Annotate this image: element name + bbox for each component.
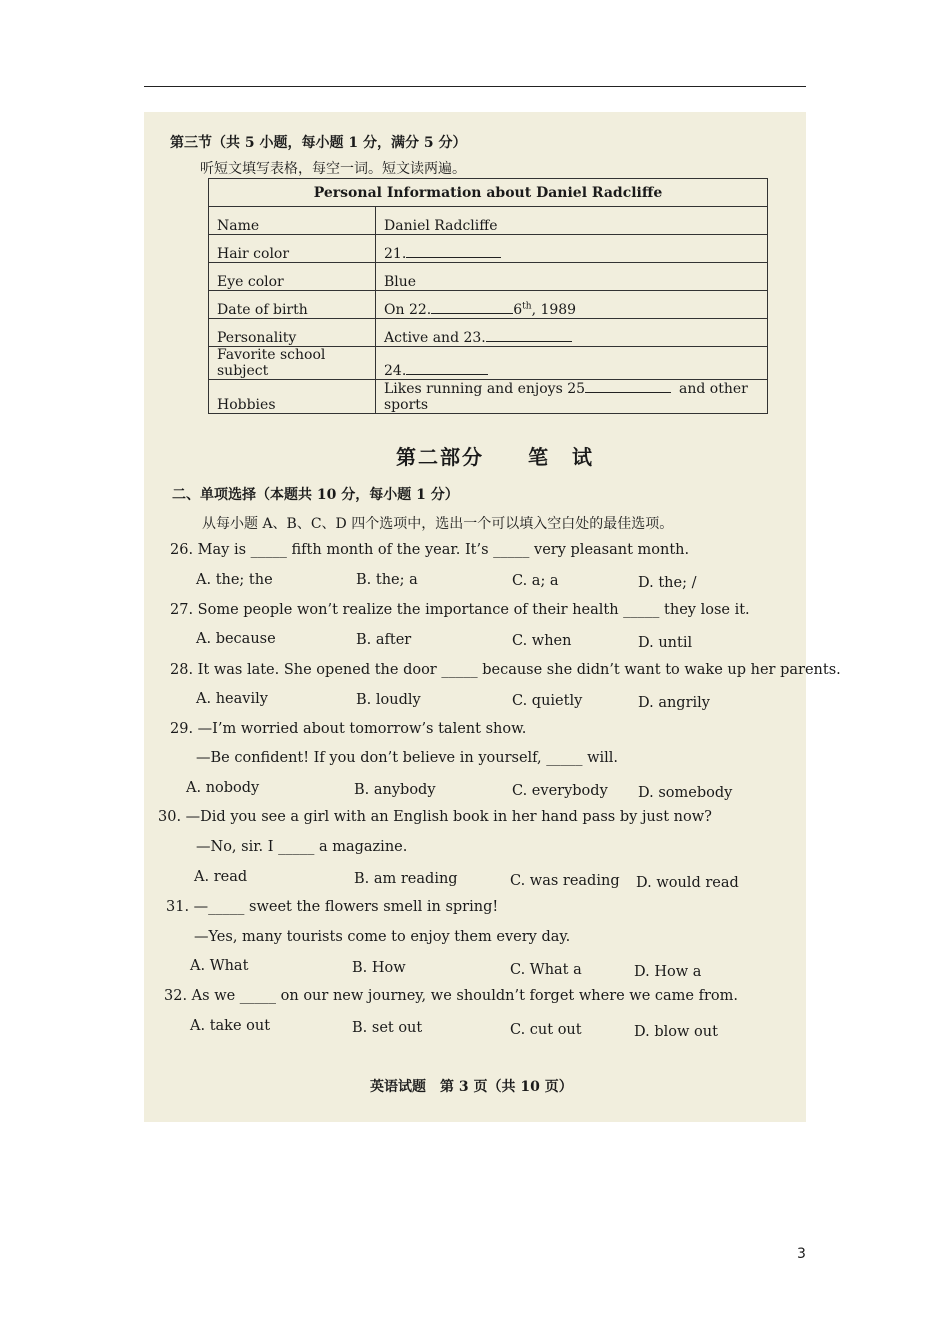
personal-info-table	[208, 178, 768, 414]
option-28-a[interactable]: A. heavily	[196, 691, 268, 707]
part2-section-heading: 二、单项选择（本题共 10 分，每小题 1 分）	[172, 487, 459, 503]
page-number: 3	[797, 1246, 806, 1262]
page-footer: 英语试题 第 3 页（共 10 页）	[370, 1079, 573, 1095]
row-value	[376, 380, 768, 414]
header-rule	[144, 86, 806, 87]
table-row	[209, 380, 768, 414]
answer-blank[interactable]	[406, 362, 488, 375]
blank-number: Likes running and enjoys 25	[384, 381, 586, 397]
row-value	[376, 319, 768, 347]
question-28: 28. It was late. She opened the door _____ because she didn’t want to wake up her parents.	[170, 662, 841, 678]
date-suffix: th	[522, 301, 532, 312]
option-32-b[interactable]: B. set out	[352, 1020, 423, 1036]
table-title: Personal Information about Daniel Radcliffe	[209, 179, 768, 207]
option-31-d[interactable]: D. How a	[634, 964, 702, 980]
option-29-b[interactable]: B. anybody	[354, 782, 436, 798]
row-label: Date of birth	[209, 291, 376, 319]
option-26-b[interactable]: B. the; a	[356, 572, 418, 588]
table-row	[209, 263, 768, 291]
question-29-reply: —Be confident! If you don’t believe in yourself, _____ will.	[196, 750, 619, 766]
part2-instruction: 从每小题 A、B、C、D 四个选项中，选出一个可以填入空白处的最佳选项。	[202, 516, 674, 532]
answer-blank[interactable]	[585, 380, 671, 393]
blank-number: Active and 23.	[384, 330, 486, 346]
row-value	[376, 235, 768, 263]
blank-number: 24.	[384, 363, 407, 379]
row-label: Eye color	[209, 263, 376, 291]
question-26: 26. May is _____ fifth month of the year. It’s _____ very pleasant month.	[170, 542, 690, 558]
option-29-d[interactable]: D. somebody	[638, 785, 733, 801]
option-30-c[interactable]: C. was reading	[510, 873, 620, 889]
row-label: Favorite school subject	[209, 347, 376, 380]
section3-heading: 第三节（共 5 小题，每小题 1 分，满分 5 分）	[170, 135, 467, 151]
option-27-c[interactable]: C. when	[512, 633, 572, 649]
row-value	[376, 291, 768, 319]
option-32-d[interactable]: D. blow out	[634, 1024, 718, 1040]
section3-instruction: 听短文填写表格，每空一词。短文读两遍。	[200, 161, 466, 177]
option-28-c[interactable]: C. quietly	[512, 693, 583, 709]
question-31: 31. —_____ sweet the flowers smell in spring!	[166, 899, 499, 915]
option-31-c[interactable]: C. What a	[510, 962, 582, 978]
option-28-d[interactable]: D. angrily	[638, 695, 710, 711]
option-31-a[interactable]: A. What	[190, 958, 249, 974]
table-row	[209, 347, 768, 380]
option-32-a[interactable]: A. take out	[190, 1018, 271, 1034]
date-year: , 1989	[531, 302, 577, 318]
option-30-b[interactable]: B. am reading	[354, 871, 458, 887]
question-31-reply: —Yes, many tourists come to enjoy them every day.	[194, 929, 571, 945]
answer-blank[interactable]	[431, 301, 513, 314]
option-26-a[interactable]: A. the; the	[196, 572, 273, 588]
option-29-c[interactable]: C. everybody	[512, 783, 608, 799]
row-value: Blue	[376, 263, 768, 291]
option-30-d[interactable]: D. would read	[636, 875, 739, 891]
option-26-c[interactable]: C. a; a	[512, 573, 559, 589]
row-label: Hobbies	[209, 380, 376, 414]
table-row	[209, 235, 768, 263]
answer-blank[interactable]	[406, 245, 501, 258]
blank-number: On 22.	[384, 302, 432, 318]
date-day: 6	[513, 302, 523, 318]
row-label: Name	[209, 207, 376, 235]
table-row	[209, 291, 768, 319]
option-27-a[interactable]: A. because	[196, 631, 276, 647]
answer-blank[interactable]	[486, 329, 572, 342]
option-29-a[interactable]: A. nobody	[186, 780, 260, 796]
blank-number: 21.	[384, 246, 407, 262]
option-30-a[interactable]: A. read	[194, 869, 248, 885]
table-row	[209, 207, 768, 235]
question-32: 32. As we _____ on our new journey, we shouldn’t forget where we came from.	[164, 988, 739, 1004]
part2-title: 第二部分 笔 试	[396, 445, 594, 469]
hobbies-tail: and other sports	[384, 381, 748, 413]
row-label: Hair color	[209, 235, 376, 263]
option-32-c[interactable]: C. cut out	[510, 1022, 582, 1038]
option-27-d[interactable]: D. until	[638, 635, 693, 651]
option-31-b[interactable]: B. How	[352, 960, 406, 976]
row-label: Personality	[209, 319, 376, 347]
question-30: 30. —Did you see a girl with an English book in her hand pass by just now?	[158, 809, 712, 825]
table-row	[209, 319, 768, 347]
option-27-b[interactable]: B. after	[356, 632, 412, 648]
option-28-b[interactable]: B. loudly	[356, 692, 421, 708]
question-30-reply: —No, sir. I _____ a magazine.	[196, 839, 408, 855]
option-26-d[interactable]: D. the; /	[638, 575, 697, 591]
question-27: 27. Some people won’t realize the importance of their health _____ they lose it.	[170, 602, 750, 618]
question-29: 29. —I’m worried about tomorrow’s talent show.	[170, 721, 527, 737]
row-value	[376, 347, 768, 380]
row-value: Daniel Radcliffe	[376, 207, 768, 235]
